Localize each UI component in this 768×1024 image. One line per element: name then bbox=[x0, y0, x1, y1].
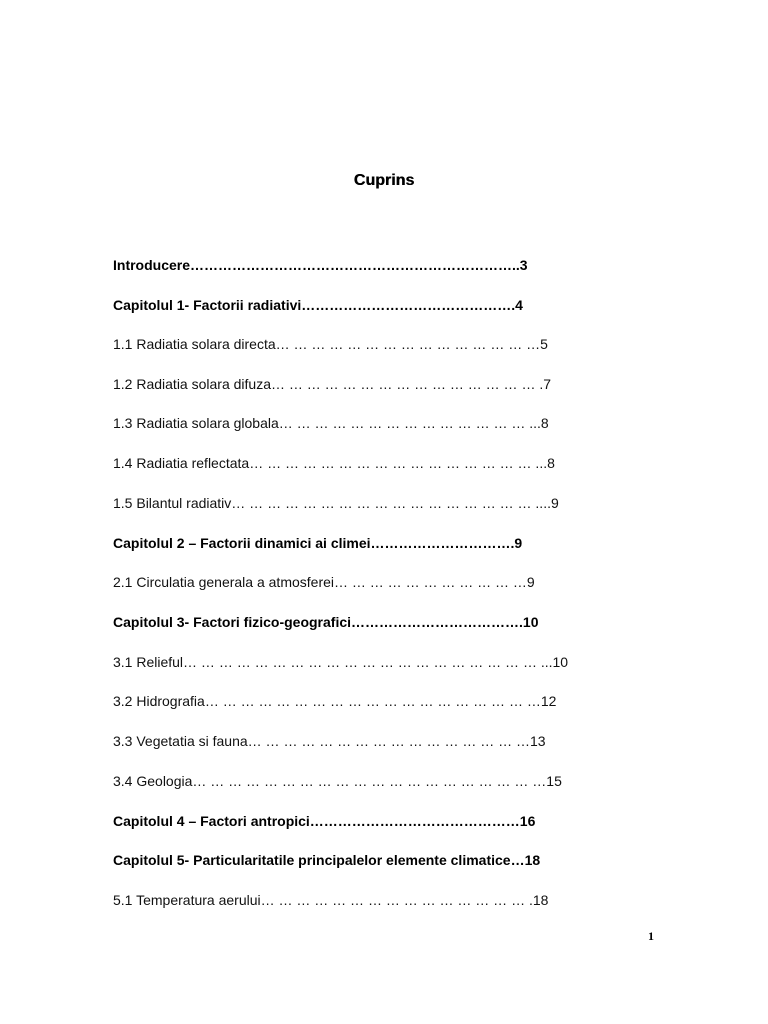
page-title: Cuprins bbox=[353, 172, 415, 189]
toc-entry-capitolul-2: Capitolul 2 – Factorii dinamici ai climei………………………….9 bbox=[113, 535, 523, 551]
page-number: 1 bbox=[648, 929, 654, 943]
toc-entry-1-1: 1.1 Radiatia solara directa… … … … … … … … … … … … … … …5 bbox=[113, 336, 548, 352]
toc-entry-1-2: 1.2 Radiatia solara difuza… … … … … … … … … … … … … … … .7 bbox=[113, 376, 552, 392]
toc-entry-5-1: 5.1 Temperatura aerului… … … … … … … … … … … … … … … .18 bbox=[113, 892, 549, 908]
toc-entry-3-2: 3.2 Hidrografia… … … … … … … … … … … … … … … … … … …12 bbox=[113, 693, 557, 709]
toc-entry-1-5: 1.5 Bilantul radiativ… … … … … … … … … … … … … … … … … ....9 bbox=[113, 495, 559, 511]
toc-entry-3-3: 3.3 Vegetatia si fauna… … … … … … … … … … … … … … … …13 bbox=[113, 733, 546, 749]
toc-entry-2-1: 2.1 Circulatia generala a atmosferei… … … … … … … … … … …9 bbox=[113, 574, 535, 590]
toc-entry-capitolul-1: Capitolul 1- Factorii radiativi……………………………………….4 bbox=[113, 297, 523, 313]
toc-entry-1-4: 1.4 Radiatia reflectata… … … … … … … … … … … … … … … … ...8 bbox=[113, 455, 555, 471]
toc-entry-introducere: Introducere……………………………………………………………..3 bbox=[113, 257, 528, 273]
toc-entry-capitolul-4: Capitolul 4 – Factori antropici………………………………………16 bbox=[113, 813, 536, 829]
toc-entry-capitolul-3: Capitolul 3- Factori fizico-geografici……………………………….10 bbox=[113, 614, 539, 630]
toc-entry-1-3: 1.3 Radiatia solara globala… … … … … … … … … … … … … … ...8 bbox=[113, 415, 549, 431]
toc-entry-capitolul-5: Capitolul 5- Particularitatile principalelor elemente climatice…18 bbox=[113, 852, 541, 868]
toc-entry-3-1: 3.1 Relieful… … … … … … … … … … … … … … … … … … … … ...10 bbox=[113, 654, 569, 670]
toc-entry-3-4: 3.4 Geologia… … … … … … … … … … … … … … … … … … … …15 bbox=[113, 773, 562, 789]
